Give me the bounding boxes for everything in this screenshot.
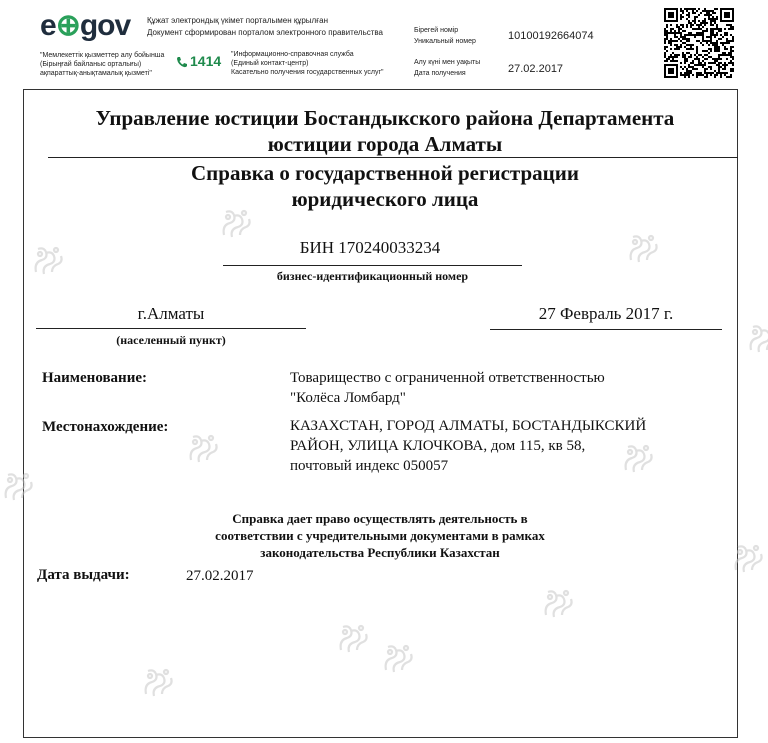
org-name-line1: Управление юстиции Бостандыкского района Департамента [95,106,675,130]
watermark-ornament [380,640,416,676]
watermark-ornament [0,468,36,504]
unique-label-kz: Бірегей номір [414,27,459,34]
bin-caption: бизнес-идентификационный номер [276,269,469,283]
receipt-date: 27.02.2017 [508,63,564,75]
watermark-ornament [30,242,66,278]
issue-date-label: Дата выдачи: [37,567,130,583]
logo-e: e [40,9,56,42]
validity-note: Справка дает право осуществлять деятельность в соответствии с учредительными документами в рамках законодательства Республики Казахстан [215,511,545,560]
portal-ru: Документ сформирован порталом электронного правительства [147,28,384,37]
watermark-ornament [745,320,768,356]
doc-title-line1: Справка о государственной регистрации [191,161,579,185]
watermark-ornament [140,664,176,700]
city: г.Алматы [137,304,205,323]
watermark-ornament [540,585,576,621]
name-value: Товарищество с ограниченной ответственностью "Колёса Ломбард" [290,370,605,406]
date-underline [490,329,722,330]
slogan-kz: "Мемлекеттік қызметтер алу бойынша (Бірыңғай байланыс орталығы) ақпараттық-анықтамалық қызметі" [40,52,165,77]
city-caption: (населенный пункт) [116,333,226,347]
unique-number: 10100192664074 [508,30,594,42]
name-label: Наименование: [42,370,147,386]
qr-code-icon [664,8,734,78]
doc-title-line2: юридического лица [291,187,479,211]
date-label-kz: Алу күні мен уақыты [414,59,481,66]
city-underline [36,328,306,329]
unique-label-ru: Уникальный номер [414,38,476,45]
watermark-ornament [620,440,656,476]
portal-kz: Құжат электрондық үкімет порталымен құрылған [147,16,328,25]
org-underline [48,157,738,158]
date-label-ru: Дата получения [414,70,466,77]
watermark-ornament [185,430,221,466]
watermark-ornament [335,620,371,656]
watermark-ornament [218,205,254,241]
watermark-ornament [625,230,661,266]
callcenter-info: "Информационно-справочная служба (Единый контакт-центр) Касательно получения государственных услуг" [231,51,384,76]
issue-date-value: 27.02.2017 [186,568,254,584]
location-label: Местонахождение: [42,419,169,435]
egov-logo [40,8,130,43]
phone-number: 1414 [190,53,222,69]
document-date: 27 Февраль 2017 г. [538,304,674,323]
logo-gov: gov [79,9,131,42]
phone-icon [176,56,188,68]
bin-underline [223,265,522,266]
bin-number: БИН 170240033234 [299,238,441,257]
org-name-line2: юстиции города Алматы [267,132,503,156]
logo-plus-icon: ⊕ [55,9,80,42]
location-value: КАЗАХСТАН, ГОРОД АЛМАТЫ, БОСТАНДЫКСКИЙ РАЙОН, УЛИЦА КЛОЧКОВА, дом 115, кв 58, почтовый индекс 050057 [290,418,647,474]
watermark-ornament [730,540,766,576]
